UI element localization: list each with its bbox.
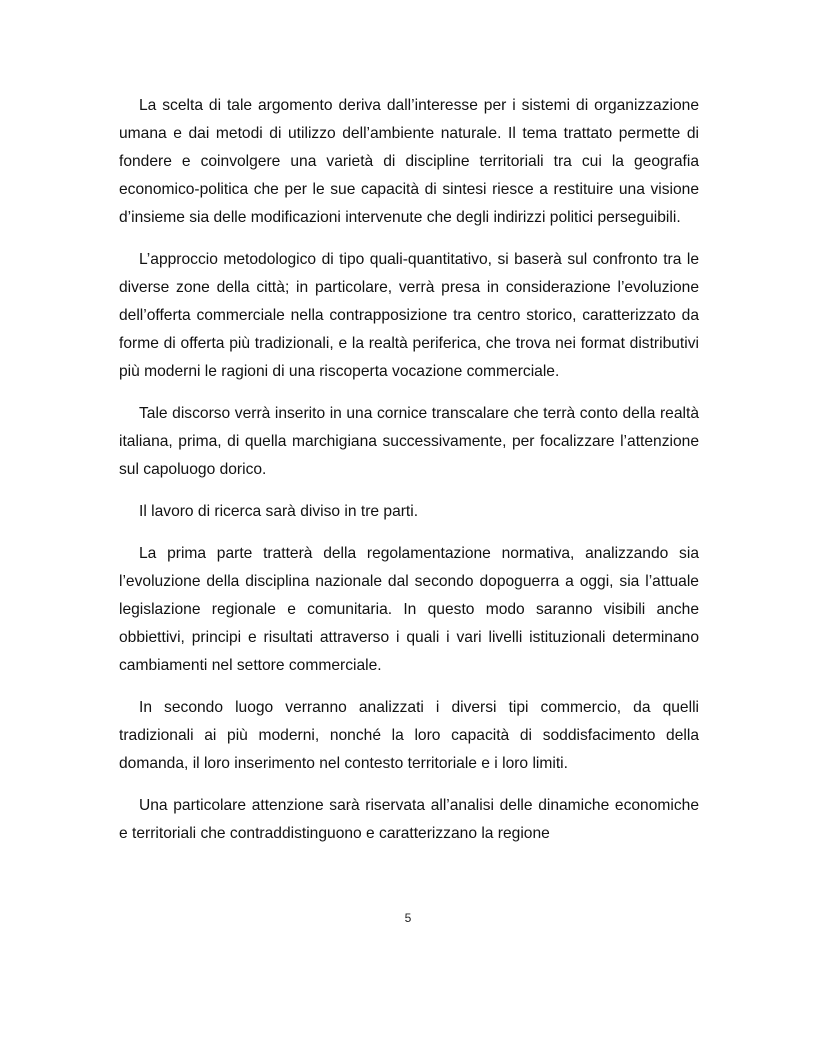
paragraph-7: Una particolare attenzione sarà riservata all’analisi delle dinamiche economiche e territoriali che contraddistinguono e caratterizzano la regione (119, 797, 699, 842)
paragraph-4: Il lavoro di ricerca sarà diviso in tre parti. (139, 503, 419, 520)
paragraph-3: Tale discorso verrà inserito in una cornice transcalare che terrà conto della realtà italiana, prima, di quella marchigiana successivamente, per focalizzare l’attenzione sul capoluogo dorico. (119, 405, 699, 478)
page-body (119, 92, 699, 862)
paragraph-1: La scelta di tale argomento deriva dall’interesse per i sistemi di organizzazione umana e dai metodi di utilizzo dell’ambiente naturale. Il tema trattato permette di fondere e coinvolgere una varietà di discipline territoriali tra cui la geografia economico-politica che per le sue capacità di sintesi riesce a restituire una visione d’insieme sia delle modificazioni intervenute che degli indirizzi politici perseguibili. (119, 97, 699, 226)
paragraph-2: L’approccio metodologico di tipo quali-quantitativo, si baserà sul confronto tra le diverse zone della città; in particolare, verrà presa in considerazione l’evoluzione dell’offerta commerciale nella contrapposizione tra centro storico, caratterizzato da forme di offerta più tradizionali, e la realtà periferica, che trova nei format distributivi più moderni le ragioni di una riscoperta vocazione commerciale. (119, 251, 699, 380)
paragraph-5: La prima parte tratterà della regolamentazione normativa, analizzando sia l’evoluzione della disciplina nazionale dal secondo dopoguerra a oggi, sia l’attuale legislazione regionale e comunitaria. In questo modo saranno visibili anche obbiettivi, principi e risultati attraverso i quali i vari livelli istituzionali determinano cambiamenti nel settore commerciale. (119, 545, 699, 674)
page-number: 5 (404, 911, 412, 925)
paragraph-6: In secondo luogo verranno analizzati i diversi tipi commercio, da quelli tradizionali ai più moderni, nonché la loro capacità di soddisfacimento della domanda, il loro inserimento nel contesto territoriale e i loro limiti. (119, 699, 699, 772)
